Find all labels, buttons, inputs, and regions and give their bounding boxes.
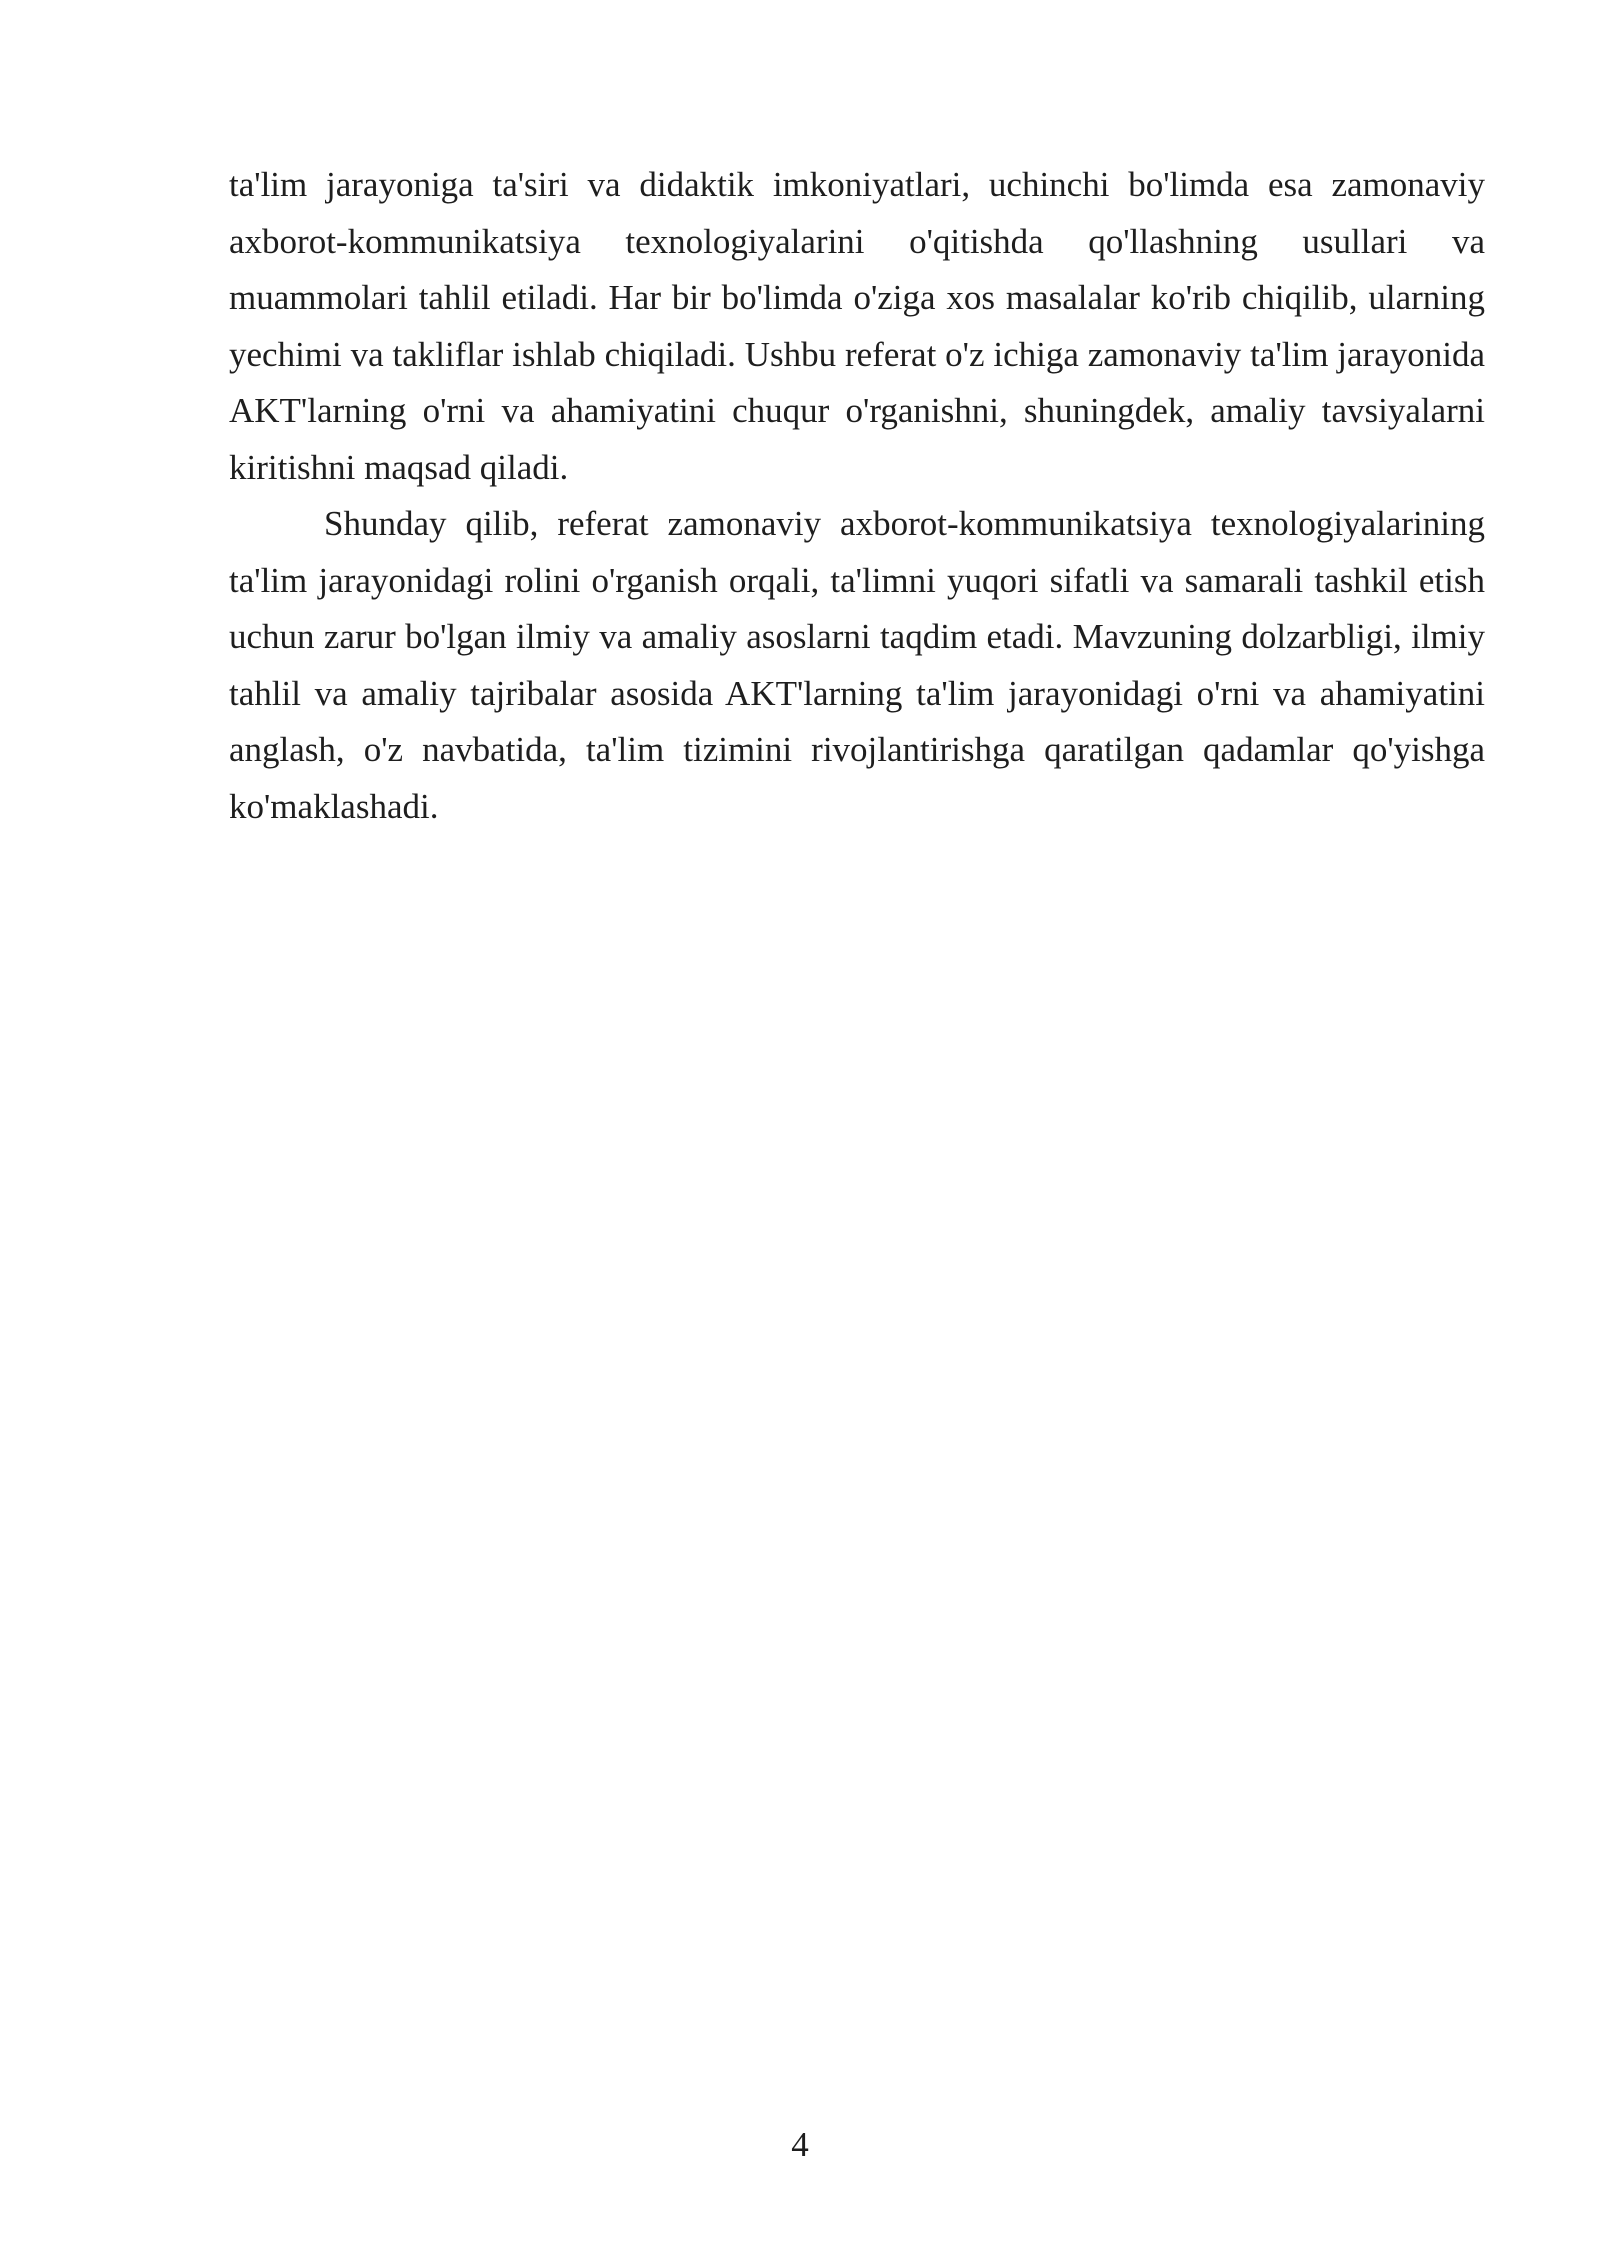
paragraph-continuation: ta'lim jarayoniga ta'siri va didaktik imkoniyatlari, uchinchi bo'limda esa zamonaviy axborot-kommunikatsiya texnologiyalarini o'qitishda qo'llashning usullari va muammolari tahlil etiladi. Har bir bo'limda o'ziga xos masalalar ko'rib chiqilib, ularning yechimi va takliflar ishlab chiqiladi. Ushbu referat o'z ichiga zamonaviy ta'lim jarayonida AKT'larning o'rni va ahamiyatini chuqur o'rganishni, shuningdek, amaliy tavsiyalarni kiritishni maqsad qiladi. xyxy=(229,165,1485,487)
page-number: 4 xyxy=(791,2125,809,2164)
body-text xyxy=(229,157,1485,835)
paragraph-conclusion: Shunday qilib, referat zamonaviy axborot-kommunikatsiya texnologiyalarining ta'lim jarayonidagi rolini o'rganish orqali, ta'limni yuqori sifatli va samarali tashkil etish uchun zarur bo'lgan ilmiy va amaliy asoslarni taqdim etadi. Mavzuning dolzarbligi, ilmiy tahlil va amaliy tajribalar asosida AKT'larning ta'lim jarayonidagi o'rni va ahamiyatini anglash, o'z navbatida, ta'lim tizimini rivojlantirishga qaratilgan qadamlar qo'yishga ko'maklashadi. xyxy=(229,504,1485,826)
